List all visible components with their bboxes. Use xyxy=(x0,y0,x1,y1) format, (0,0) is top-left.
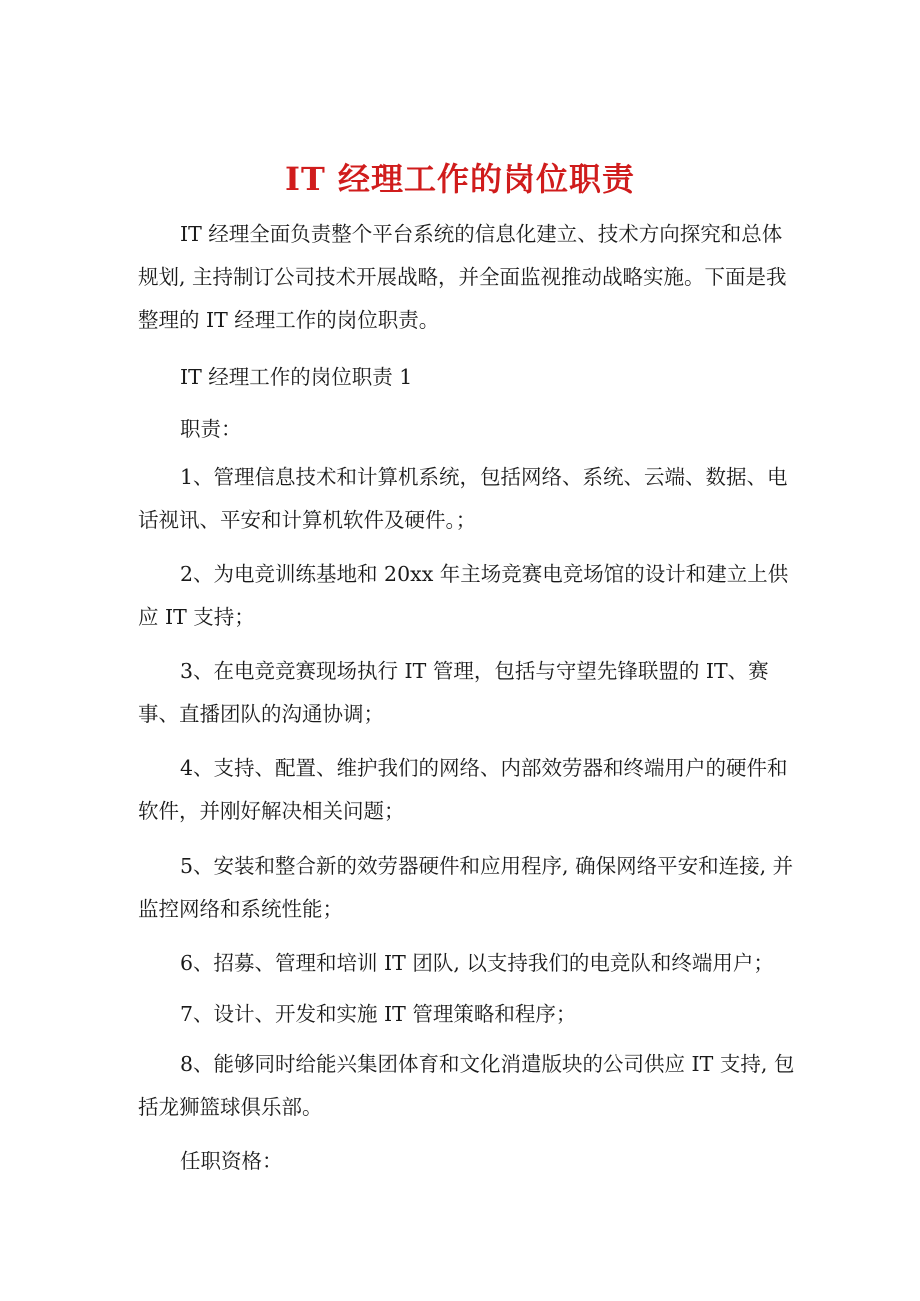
duty-text-1: 1、管理信息技术和计算机系统，包括网络、系统、云端、数据、电话视讯、平安和计算机软件及硬件。； xyxy=(138,465,788,532)
duty-item-6 xyxy=(138,942,798,985)
duty-text-4: 4、支持、配置、维护我们的网络、内部效劳器和终端用户的硬件和软件，并刚好解决相关问题； xyxy=(138,756,788,823)
qualifications-label-text: 任职资格： xyxy=(180,1149,283,1173)
duties-label-text: 职责： xyxy=(180,417,242,441)
qualifications-label xyxy=(138,1140,798,1183)
duty-text-8: 8、能够同时给能兴集团体育和文化消遣版块的公司供应 IT 支持, 包括龙狮篮球俱乐部。 xyxy=(138,1052,795,1119)
duty-item-5 xyxy=(138,845,798,931)
duty-text-7: 7、设计、开发和实施 IT 管理策略和程序； xyxy=(180,1002,577,1026)
duty-item-8 xyxy=(138,1043,798,1129)
duty-text-3: 3、在电竞竞赛现场执行 IT 管理，包括与守望先锋联盟的 IT、赛事、直播团队的沟通协调； xyxy=(138,659,769,726)
duty-item-7 xyxy=(138,993,798,1036)
duty-item-3 xyxy=(138,650,798,736)
duties-label xyxy=(138,408,798,451)
duty-text-2: 2、为电竞训练基地和 20xx 年主场竞赛电竞场馆的设计和建立上供应 IT 支持； xyxy=(138,562,789,629)
intro-text: IT 经理全面负责整个平台系统的信息化建立、技术方向探究和总体规划, 主持制订公司技术开展战略，并全面监视推动战略实施。下面是我整理的 IT 经理工作的岗位职责。 xyxy=(138,222,787,332)
duty-item-1 xyxy=(138,456,798,542)
document-title: IT 经理工作的岗位职责 xyxy=(285,160,635,199)
intro-paragraph xyxy=(138,213,798,342)
duty-text-6: 6、招募、管理和培训 IT 团队, 以支持我们的电竞队和终端用户； xyxy=(180,951,774,975)
duty-item-2 xyxy=(138,553,798,639)
duty-item-4 xyxy=(138,747,798,833)
section-heading-text: IT 经理工作的岗位职责 1 xyxy=(180,365,413,389)
section-heading xyxy=(138,356,798,399)
duty-text-5: 5、安装和整合新的效劳器硬件和应用程序, 确保网络平安和连接, 并监控网络和系统性能； xyxy=(138,854,794,921)
